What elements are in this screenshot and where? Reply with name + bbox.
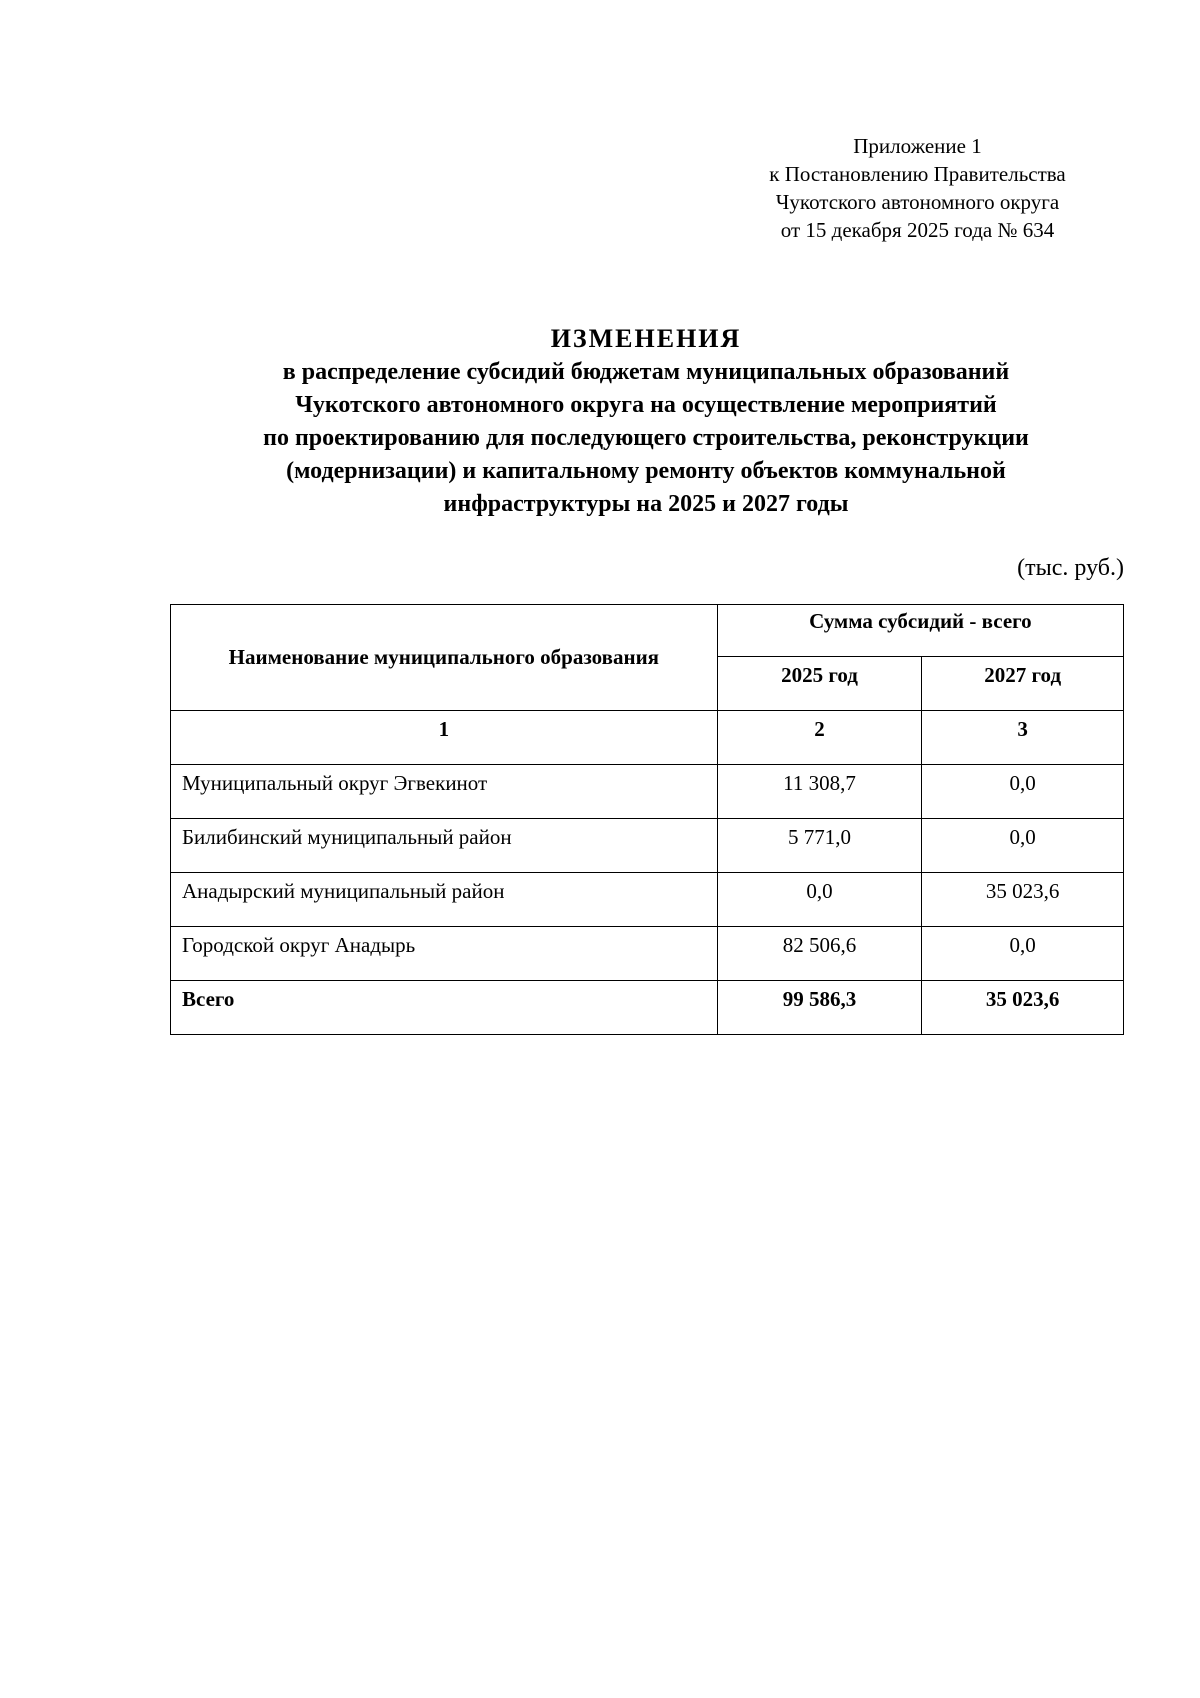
header-name: Наименование муниципального образования: [171, 605, 718, 711]
table-row: [171, 765, 1124, 819]
total-row: [171, 981, 1124, 1035]
row-value-2025: 5 771,0: [717, 819, 922, 873]
appendix-line-1: Приложение 1: [853, 134, 982, 158]
row-value-2027: 0,0: [922, 819, 1124, 873]
header-row: [171, 605, 1124, 657]
row-value-2025: 0,0: [717, 873, 922, 927]
column-number-3: 3: [922, 711, 1124, 765]
title-heading: ИЗМЕНЕНИЯ: [550, 324, 742, 353]
table-row: [171, 873, 1124, 927]
title-line-2: Чукотского автономного округа на осуществление мероприятий: [295, 392, 997, 418]
subsidy-table: [170, 604, 1124, 1035]
title-line-5: инфраструктуры на 2025 и 2027 годы: [443, 491, 849, 517]
row-value-2027: 0,0: [922, 765, 1124, 819]
row-value-2027: 35 023,6: [922, 873, 1124, 927]
table-row: [171, 819, 1124, 873]
total-value-2027: 35 023,6: [922, 981, 1124, 1035]
total-label: Всего: [171, 981, 718, 1035]
title-line-1: в распределение субсидий бюджетам муниципальных образований: [282, 359, 1010, 385]
total-value-2025: 99 586,3: [717, 981, 922, 1035]
document-title: [120, 322, 1172, 521]
column-number-row: [171, 711, 1124, 765]
title-line-3: по проектированию для последующего строительства, реконструкции: [263, 425, 1029, 451]
row-name: Анадырский муниципальный район: [171, 873, 718, 927]
row-value-2025: 11 308,7: [717, 765, 922, 819]
row-name: Билибинский муниципальный район: [171, 819, 718, 873]
column-number-1: 1: [171, 711, 718, 765]
appendix-line-3: Чукотского автономного округа: [775, 190, 1060, 214]
column-number-2: 2: [717, 711, 922, 765]
table-row: [171, 927, 1124, 981]
header-year-2027: 2027 год: [922, 657, 1124, 711]
header-year-2025: 2025 год: [717, 657, 922, 711]
row-value-2027: 0,0: [922, 927, 1124, 981]
appendix-line-4: от 15 декабря 2025 года № 634: [780, 218, 1055, 242]
title-line-4: (модернизации) и капитальному ремонту объектов коммунальной: [286, 458, 1006, 484]
header-sum-group: Сумма субсидий - всего: [717, 605, 1123, 657]
row-name: Городской округ Анадырь: [171, 927, 718, 981]
units-label: (тыс. руб.): [1017, 555, 1124, 581]
row-value-2025: 82 506,6: [717, 927, 922, 981]
row-name: Муниципальный округ Эгвекинот: [171, 765, 718, 819]
appendix-line-2: к Постановлению Правительства: [769, 162, 1066, 186]
appendix-header: [720, 132, 1115, 244]
